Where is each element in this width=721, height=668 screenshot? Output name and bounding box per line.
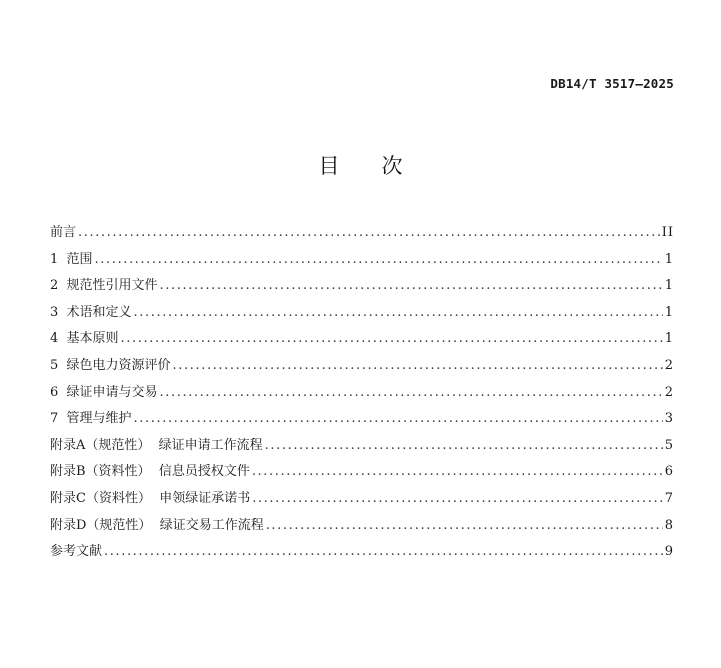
toc-entry-management-maintenance[interactable]: [50, 406, 674, 433]
toc-entry-label: 3 术语和定义: [50, 304, 132, 320]
toc-entry-appendix-b[interactable]: [50, 459, 674, 486]
toc-dot-leader: [266, 513, 663, 540]
toc-entry-page: II: [661, 225, 674, 240]
toc-entry-page: 8: [664, 517, 674, 533]
table-of-contents: [50, 220, 674, 566]
toc-dot-leader: [104, 539, 663, 566]
toc-entry-green-power-evaluation[interactable]: [50, 353, 674, 380]
toc-entry-label: 附录A（规范性） 绿证申请工作流程: [50, 437, 263, 453]
toc-entry-label: 4 基本原则: [50, 331, 119, 347]
toc-dot-leader: [121, 326, 663, 353]
toc-entry-label: 1 范围: [50, 251, 93, 267]
toc-entry-page: 1: [664, 331, 674, 347]
toc-entry-page: 1: [664, 304, 674, 320]
toc-entry-label: 附录C（资料性） 申领绿证承诺书: [50, 490, 251, 506]
toc-dot-leader: [265, 433, 663, 460]
toc-entry-page: 1: [664, 251, 674, 267]
toc-entry-certificate-application-trading[interactable]: [50, 380, 674, 407]
toc-dot-leader: [134, 406, 663, 433]
toc-entry-scope[interactable]: [50, 247, 674, 274]
toc-entry-label: 参考文献: [50, 544, 103, 560]
toc-entry-label: 7 管理与维护: [50, 411, 132, 427]
toc-entry-page: 7: [664, 490, 674, 506]
toc-entry-bibliography[interactable]: [50, 539, 674, 566]
toc-dot-leader: [160, 273, 663, 300]
toc-entry-page: 2: [664, 357, 674, 373]
toc-entry-label: 6 绿证申请与交易: [50, 384, 158, 400]
toc-dot-leader: [173, 353, 663, 380]
toc-dot-leader: [252, 459, 663, 486]
toc-entry-foreword[interactable]: [50, 220, 674, 247]
toc-dot-leader: [78, 220, 660, 247]
toc-entry-page: 9: [664, 544, 674, 560]
toc-entry-basic-principles[interactable]: [50, 326, 674, 353]
toc-entry-label: 5 绿色电力资源评价: [50, 357, 171, 373]
toc-entry-label: 附录D（规范性） 绿证交易工作流程: [50, 517, 264, 533]
toc-entry-page: 5: [664, 437, 674, 453]
toc-entry-appendix-a[interactable]: [50, 433, 674, 460]
toc-title: 目次: [318, 154, 445, 178]
document-code: DB14/T 3517—2025: [550, 76, 674, 91]
toc-entry-normative-references[interactable]: [50, 273, 674, 300]
toc-entry-label: 前言: [50, 225, 77, 240]
toc-dot-leader: [134, 300, 663, 327]
toc-entry-terms-definitions[interactable]: [50, 300, 674, 327]
toc-entry-page: 6: [664, 464, 674, 480]
toc-entry-label: 附录B（资料性） 信息员授权文件: [50, 464, 250, 480]
toc-dot-leader: [160, 380, 663, 407]
toc-entry-page: 3: [664, 411, 674, 427]
toc-entry-appendix-c[interactable]: [50, 486, 674, 513]
toc-entry-page: 2: [664, 384, 674, 400]
toc-entry-appendix-d[interactable]: [50, 513, 674, 540]
toc-dot-leader: [95, 247, 663, 274]
toc-dot-leader: [252, 486, 663, 513]
toc-entry-label: 2 规范性引用文件: [50, 278, 158, 294]
toc-entry-page: 1: [664, 278, 674, 294]
